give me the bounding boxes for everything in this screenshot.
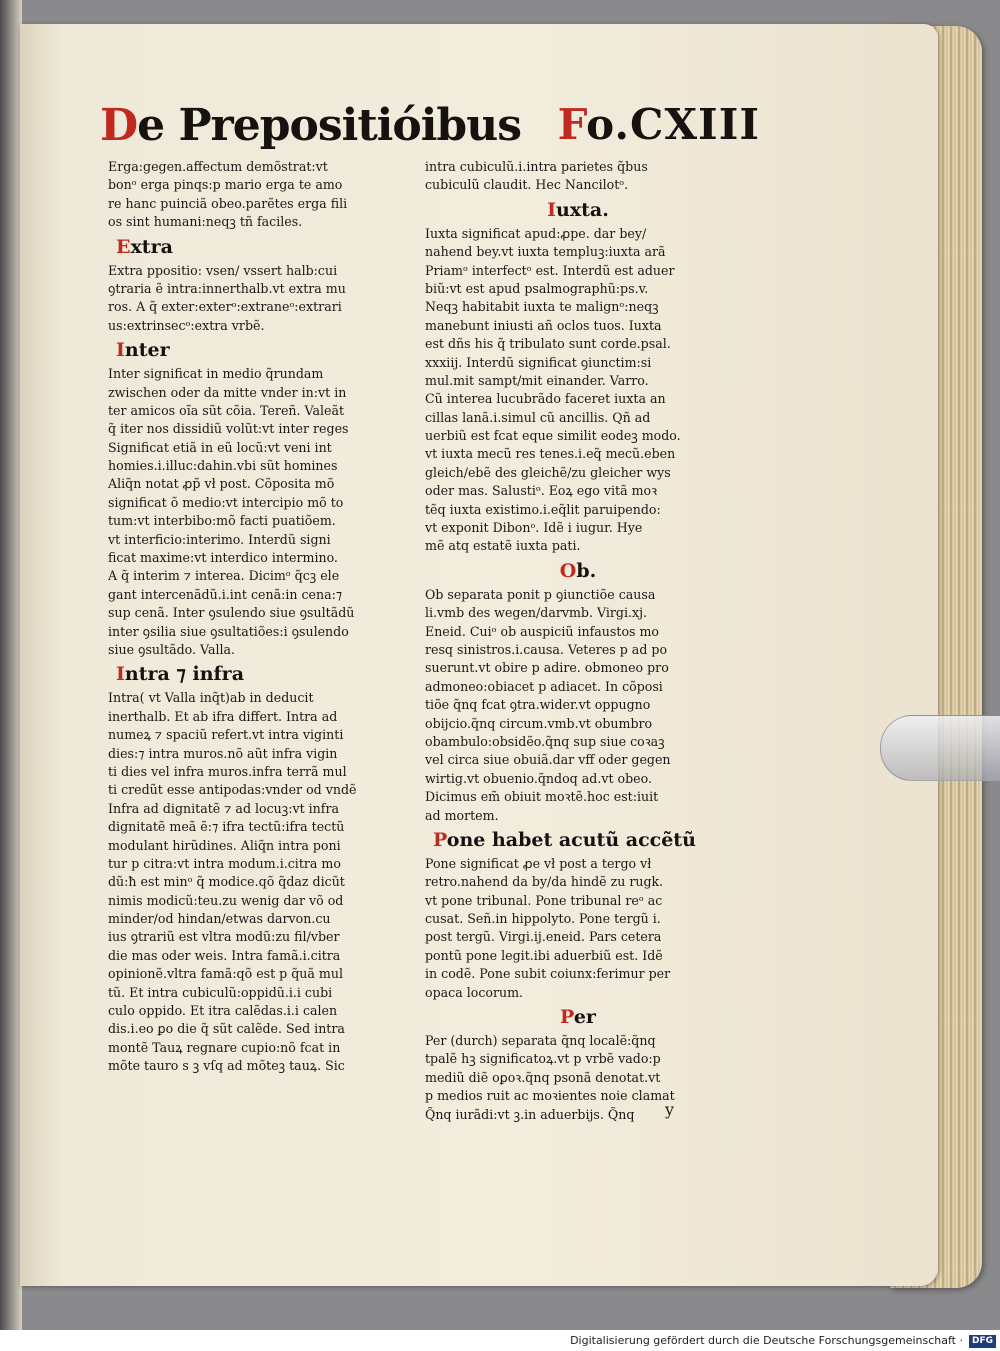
- text-line: [108, 549, 414, 567]
- text-line: [425, 225, 731, 243]
- line-text: vt interficio:interimo. Interdũ signi: [108, 531, 331, 547]
- line-text: in codẽ. Pone subit coiunx:ferimur per: [425, 966, 671, 982]
- heading-text: Ob.: [559, 559, 597, 582]
- line-text: obijcio.q̃nq circum.vmb.vt obumbro: [425, 715, 653, 731]
- text-line: [108, 158, 414, 176]
- text-line: [425, 335, 731, 353]
- heading-text: Extra: [116, 235, 173, 258]
- text-line: [108, 317, 414, 335]
- line-text: intra cubiculũ.i.intra parietes q̃bus: [425, 159, 648, 174]
- line-text: retro.nahend da by/da hindẽ zu rugk.: [425, 874, 664, 890]
- section-heading: [425, 1002, 731, 1032]
- text-line: [108, 745, 414, 763]
- line-text: Extra ppositio: vsen/ vssert halb:cui: [108, 262, 338, 278]
- line-text: vt iuxta mecũ res tenes.i.eq̃ mecũ.eben: [425, 446, 676, 462]
- folio-number: [558, 100, 760, 149]
- line-text: Cũ interea lucubrãdo faceret iuxta an: [425, 391, 666, 407]
- glass-page-holder: [880, 715, 1000, 781]
- text-line: [425, 1106, 731, 1124]
- line-text: Per (durch) separata q̃nq localẽ:q̃nq: [425, 1033, 656, 1049]
- line-text: obambulo:obsidẽo.q̃nq sup siue coꝛaꝫ: [425, 733, 665, 749]
- text-line: [425, 445, 731, 463]
- text-line: [425, 659, 731, 677]
- text-line: [108, 457, 414, 475]
- line-text: nahend bey.vt iuxta templuꝫ:iuxta arã: [425, 244, 666, 260]
- line-text: us:extrinsecᵒ:extra vrbẽ.: [108, 317, 265, 333]
- text-line: [425, 678, 731, 696]
- right-text-column: [425, 158, 731, 1124]
- line-text: ad mortem.: [425, 807, 499, 823]
- text-line: [425, 984, 731, 1002]
- text-line: [108, 384, 414, 402]
- text-line: [108, 1039, 414, 1057]
- line-text: bonᵒ erga pinqs:p mario erga te amo: [108, 177, 343, 193]
- line-text: modulant hirũdines. Aliq̃n intra poni: [108, 837, 341, 853]
- line-text: Pone significat ꝓe vł post a tergo vł: [425, 855, 652, 871]
- line-text: manebunt iniusti añ oclos tuos. Iuxta: [425, 317, 662, 333]
- title-initial: D: [100, 100, 138, 151]
- line-text: tpalẽ hꝫ significatoꝝ.vt p vrbẽ vado:p: [425, 1051, 661, 1067]
- title-text: e Prepositióibus: [137, 100, 521, 151]
- line-text: Infra ad dignitatẽ ⁊ ad locuꝫ:vt infra: [108, 800, 339, 816]
- line-text: vt pone tribunal. Pone tribunal reᵒ ac: [425, 892, 663, 908]
- line-text: Intra( vt Valla inq̃t)ab in deducit: [108, 690, 314, 706]
- signature-mark: y: [665, 1100, 675, 1119]
- line-text: gleich/ebẽ des gleichẽ/zu gleicher wys: [425, 464, 671, 480]
- line-text: wirtig.vt obuenio.q̃ndoq ad.vt obeo.: [425, 770, 652, 786]
- line-text: Aliq̃n notat ꝓp̃ vł post. Cõposita mõ: [108, 476, 335, 492]
- line-text: minder/od hindan/etwas darvon.cu: [108, 911, 331, 927]
- text-line: [425, 372, 731, 390]
- footer-bar: [0, 1330, 1000, 1351]
- heading-text: Per: [560, 1006, 596, 1029]
- line-text: cubiculũ claudit. Hec Nancilotᵒ.: [425, 177, 629, 193]
- line-text: montẽ Tauꝝ regnare cupio:nõ fcat in: [108, 1039, 341, 1055]
- dfg-logo: DFG: [969, 1335, 996, 1348]
- text-line: [425, 586, 731, 604]
- text-line: [108, 402, 414, 420]
- line-text: A q̃ interim ⁊ interea. Dicimᵒ q̃cꝫ ele: [108, 568, 340, 584]
- line-text: tũ. Et intra cubiculũ:oppidũ.i.i cubi: [108, 984, 333, 1000]
- line-text: pontũ pone legit.ibi aduerbiũ est. Idẽ: [425, 947, 663, 963]
- line-text: post tergũ. Virgi.ij.eneid. Pars cetera: [425, 929, 662, 945]
- text-line: [108, 818, 414, 836]
- line-text: zwischen oder da mitte vnder in:vt in: [108, 384, 347, 400]
- line-text: li.vmb des wegen/darvmb. Virgi.xj.: [425, 605, 648, 621]
- section-heading: [108, 659, 414, 689]
- line-text: Eneid. Cuiᵒ ob auspiciũ infaustos mo: [425, 623, 660, 639]
- line-text: Inter significat in medio q̃rundam: [108, 366, 324, 382]
- text-line: [425, 298, 731, 316]
- text-line: [108, 512, 414, 530]
- line-text: dignitatẽ meã ẽ:⁊ ifra tectũ:ifra tectũ: [108, 819, 345, 835]
- text-line: [108, 280, 414, 298]
- text-line: [108, 708, 414, 726]
- text-line: [108, 1057, 414, 1075]
- line-text: ficat maxime:vt interdico intermino.: [108, 550, 338, 566]
- text-line: [425, 1050, 731, 1068]
- line-text: re hanc puinciã obeo.parẽtes erga fili: [108, 195, 348, 211]
- text-line: [108, 910, 414, 928]
- text-line: [425, 873, 731, 891]
- line-text: Dicimus em̃ obiuit moꝛtẽ.hoc est:iuit: [425, 789, 659, 805]
- text-line: [425, 243, 731, 261]
- text-line: [425, 501, 731, 519]
- line-text: Erga:gegen.affectum demõstrat:vt: [108, 159, 328, 174]
- line-text: resq sinistros.i.causa. Veteres p ad po: [425, 641, 668, 657]
- section-heading: [108, 232, 414, 262]
- section-heading: [425, 195, 731, 225]
- text-line: [425, 604, 731, 622]
- text-line: [425, 733, 731, 751]
- line-text: p medios ruit ac moꝛientes noie clamat: [425, 1088, 675, 1104]
- line-text: admoneo:obiacet p adiacet. In cõposi: [425, 678, 663, 694]
- line-text: os sint humani:neqꝫ tñ faciles.: [108, 214, 303, 230]
- heading-text: Pone habet acutũ accẽtũ: [433, 828, 696, 851]
- book-binding: [0, 0, 22, 1330]
- line-text: q̃ iter nos dissidiũ volũt:vt inter reges: [108, 421, 349, 437]
- line-text: numeꝝ ⁊ spaciũ refert.vt intra viginti: [108, 727, 344, 743]
- section-heading: [425, 825, 731, 855]
- line-text: dis.i.eo ꝑo die q̃ sũt calẽde. Sed intra: [108, 1021, 345, 1037]
- line-text: Priamᵒ interfectᵒ est. Interdũ est aduer: [425, 262, 675, 278]
- text-line: [108, 567, 414, 585]
- line-text: inter ꝯsilia siue ꝯsultatiões:i ꝯsulendo: [108, 623, 349, 639]
- text-line: [425, 928, 731, 946]
- folio-initial: F: [557, 100, 587, 149]
- heading-text: Intra ⁊ infra: [116, 663, 245, 686]
- line-text: Neqꝫ habitabit iuxta te malignᵒ:neqꝫ: [425, 299, 659, 315]
- line-text: mul.mit sampt/mit einander. Varro.: [425, 372, 649, 388]
- line-text: ꝯtraria ẽ intra:innerthalb.vt extra mu: [108, 280, 346, 296]
- text-line: [425, 623, 731, 641]
- text-line: [108, 689, 414, 707]
- text-line: [425, 354, 731, 372]
- line-text: dies:⁊ intra muros.nõ aũt infra vigin: [108, 745, 338, 761]
- line-text: tẽq iuxta existimo.i.eq̃lit paruipendo:: [425, 501, 661, 517]
- text-line: [108, 873, 414, 891]
- line-text: oder mas. Salustiᵒ. Eoꝝ ego vitã moꝛ: [425, 483, 658, 499]
- text-line: [108, 420, 414, 438]
- text-line: [425, 1032, 731, 1050]
- text-line: [425, 751, 731, 769]
- text-line: [425, 482, 731, 500]
- text-line: [425, 464, 731, 482]
- text-line: [108, 213, 414, 231]
- line-text: opinionẽ.vltra famã:qõ est p q̃uã mul: [108, 966, 344, 982]
- text-line: [108, 365, 414, 383]
- text-line: [108, 439, 414, 457]
- line-text: Significat etiã in eũ locũ:vt veni int: [108, 439, 332, 455]
- line-text: uerbiũ est fcat eque similit eodeꝫ modo.: [425, 428, 681, 444]
- text-line: [425, 965, 731, 983]
- line-text: vel circa siue obuiã.dar vff oder gegen: [425, 752, 671, 768]
- text-line: [425, 892, 731, 910]
- text-line: [425, 696, 731, 714]
- line-text: tur p citra:vt intra modum.i.citra mo: [108, 855, 341, 871]
- line-text: Ob separata ponit p ꝯiunctiõe causa: [425, 586, 656, 602]
- line-text: cusat. Señ.in hippolyto. Pone tergũ i.: [425, 911, 661, 927]
- line-text: opaca locorum.: [425, 984, 524, 1000]
- text-line: [108, 531, 414, 549]
- text-line: [425, 947, 731, 965]
- running-title: [100, 100, 521, 151]
- line-text: xxxiij. Interdũ significat ꝯiunctim:si: [425, 354, 652, 370]
- text-line: [425, 807, 731, 825]
- text-line: [108, 763, 414, 781]
- text-line: [108, 965, 414, 983]
- text-line: [425, 262, 731, 280]
- heading-text: Iuxta.: [547, 198, 609, 221]
- text-line: [425, 280, 731, 298]
- line-text: inerthalb. Et ab ifra differt. Intra ad: [108, 708, 338, 724]
- text-line: [108, 726, 414, 744]
- section-heading: [425, 556, 731, 586]
- text-line: [425, 1069, 731, 1087]
- text-line: [108, 262, 414, 280]
- line-text: ti dies vel infra muros.infra terrã mul: [108, 763, 347, 779]
- running-header: [100, 96, 760, 156]
- text-line: [108, 641, 414, 659]
- text-line: [108, 1020, 414, 1038]
- left-text-column: [108, 158, 414, 1076]
- footer-credit: Digitalisierung gefördert durch die Deutsche Forschungsgemeinschaft ·: [570, 1334, 963, 1347]
- text-line: [425, 519, 731, 537]
- text-line: [108, 781, 414, 799]
- line-text: ros. A q̃ exter:exterᵒ:extraneᵒ:extrari: [108, 299, 342, 315]
- text-line: [108, 947, 414, 965]
- line-text: Iuxta significat apud:ꝓpe. dar bey/: [425, 225, 647, 241]
- text-line: [425, 1087, 731, 1105]
- line-text: siue ꝯsultãdo. Valla.: [108, 641, 236, 657]
- line-text: ti credũt esse antipodas:vnder od vndẽ: [108, 782, 357, 798]
- text-line: [108, 195, 414, 213]
- text-line: [108, 984, 414, 1002]
- line-text: ter amicos oĩa sũt cõia. Tereñ. Valeãt: [108, 402, 345, 418]
- line-text: mediũ diẽ oꝑoꝛ.q̃nq psonã denotat.vt: [425, 1069, 661, 1085]
- folio-text: o.CXIII: [586, 100, 760, 149]
- text-line: [108, 837, 414, 855]
- line-text: culo oppido. Et itra calẽdas.i.i calen: [108, 1003, 338, 1019]
- line-text: significat õ medio:vt intercipio mõ to: [108, 494, 344, 510]
- text-line: [108, 928, 414, 946]
- text-line: [108, 623, 414, 641]
- line-text: nimis modicũ:teu.zu wenig dar võ od: [108, 892, 344, 908]
- line-text: Q̃nq iurãdi:vt ꝫ.in aduerbijs. Q̃nq: [425, 1106, 635, 1122]
- line-text: est dñs his q̃ tribulato sunt corde.psal.: [425, 336, 671, 352]
- line-text: mõte tauro s ꝫ vſq ad mõteꝫ tauꝝ. Sic: [108, 1058, 345, 1074]
- text-line: [425, 427, 731, 445]
- text-line: [108, 586, 414, 604]
- text-line: [425, 910, 731, 928]
- text-line: [108, 475, 414, 493]
- text-line: [425, 390, 731, 408]
- line-text: gant intercenãdũ.i.int cenã:in cena:⁊: [108, 586, 343, 602]
- text-line: [108, 1002, 414, 1020]
- line-text: mẽ atq estatẽ iuxta pati.: [425, 538, 581, 554]
- text-line: [425, 409, 731, 427]
- text-line: [425, 537, 731, 555]
- text-line: [425, 641, 731, 659]
- text-line: [108, 494, 414, 512]
- line-text: cillas lanã.i.simul cũ ancillis. Qñ ad: [425, 409, 651, 425]
- text-line: [425, 715, 731, 733]
- text-line: [425, 158, 731, 176]
- text-line: [108, 298, 414, 316]
- text-line: [108, 855, 414, 873]
- text-line: [108, 892, 414, 910]
- text-line: [108, 800, 414, 818]
- line-text: homies.i.illuc:dahin.vbi sũt homines: [108, 458, 338, 474]
- line-text: die mas oder weis. Intra famã.i.citra: [108, 947, 341, 963]
- text-line: [425, 770, 731, 788]
- section-heading: [108, 335, 414, 365]
- text-line: [425, 176, 731, 194]
- line-text: dũ:ħ est minᵒ q̃ modice.qõ q̃daz dicũt: [108, 874, 345, 890]
- line-text: biũ:vt est apud psalmographũ:ps.v.: [425, 280, 649, 296]
- text-line: [108, 176, 414, 194]
- heading-text: Inter: [116, 339, 170, 362]
- text-line: [425, 317, 731, 335]
- line-text: sup cenã. Inter ꝯsulendo siue ꝯsultãdũ: [108, 605, 355, 621]
- text-line: [108, 604, 414, 622]
- line-text: ius ꝯtrariũ est vltra modũ:zu fil/vber: [108, 929, 340, 945]
- text-line: [425, 855, 731, 873]
- line-text: vt exponit Dibonᵒ. Idẽ i iugur. Hye: [425, 520, 643, 536]
- line-text: tum:vt interbibo:mõ facti puatiõem.: [108, 513, 336, 529]
- text-line: [425, 788, 731, 806]
- line-text: suerunt.vt obire p adire. obmoneo pro: [425, 660, 669, 676]
- line-text: tiõe q̃nq fcat ꝯtra.wider.vt oppugno: [425, 697, 651, 713]
